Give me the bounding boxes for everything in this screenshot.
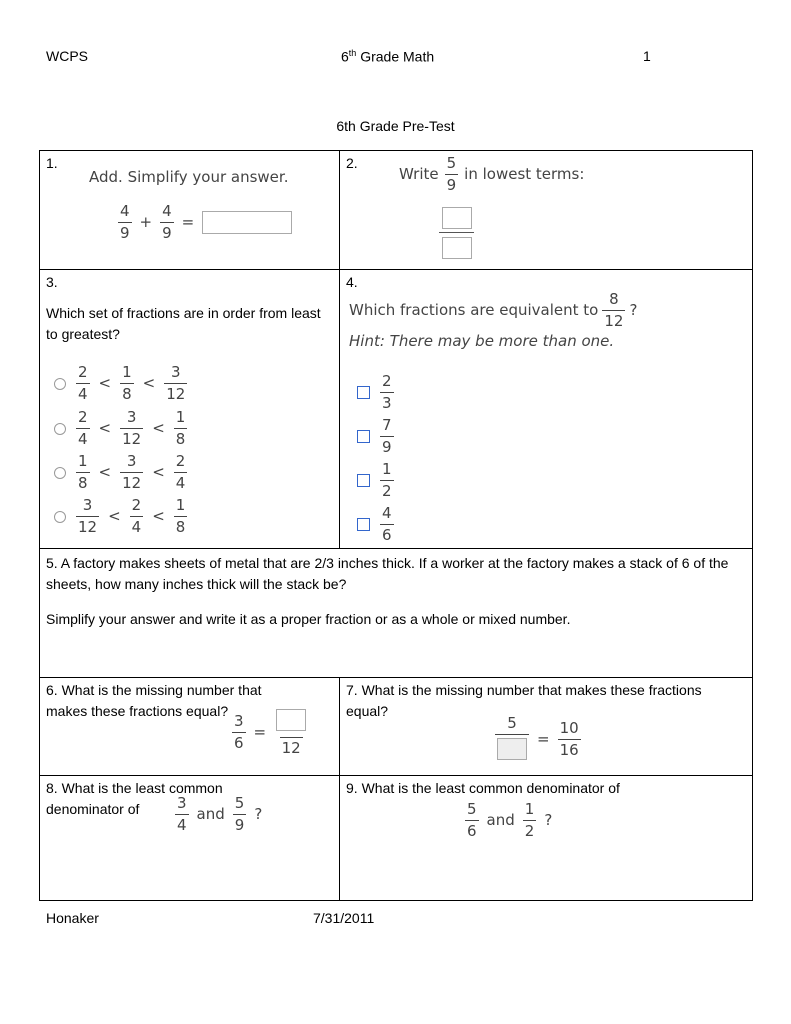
q1-answer-input[interactable] [202,211,292,234]
q2-numerator-input[interactable] [442,207,472,229]
radio-button[interactable] [54,511,66,523]
q9-question: 9. What is the least common denominator of [346,780,620,796]
q8-question: 8. What is the least common denominator of [46,780,223,817]
q3-option-3[interactable]: $\frac{1}{8}$ < $\frac{3}{12}$ < $\frac{2}{4}$ [54,454,187,491]
test-table [39,150,753,901]
q1-instruction: Add. Simplify your answer. [89,168,289,186]
header-center: 6th Grade Math [341,48,435,65]
radio-button[interactable] [54,423,66,435]
q4-option-2[interactable]: $\frac{7}{9}$ [357,418,394,455]
q1-expression: $\frac{4}{9}$ + $\frac{4}{9}$ = [118,204,292,241]
question-8 [40,776,340,901]
footer-date: 7/31/2011 [313,910,375,926]
q4-option-4[interactable]: $\frac{4}{6}$ [357,506,394,543]
radio-button[interactable] [54,378,66,390]
question-2: 2. Write $\frac{5}{9}$ in lowest terms: [340,151,753,270]
q4-option-1[interactable]: $\frac{2}{3}$ [357,374,394,411]
q6-question: 6. What is the missing number that makes these fractions equal? [46,682,262,719]
question-3: 3. Which set of fractions are in order from least to greatest? $\frac{2}{4}$ < $\frac{1}{8}$ < $\frac{3}{12}$ $\frac{2}{4}$ < $\frac{3}{12}$ < $\frac{1}{8}$ $\frac{1}{8}$ < $\frac{3}{12}$ < $\frac{2}{4}$ $\frac{3}{12}$ < $\frac{2}{4}$ < $\frac{1}{8}$ [40,270,340,549]
q4-option-3[interactable]: $\frac{1}{2}$ [357,462,394,499]
header-left: WCPS [46,48,88,64]
question-5 [40,549,753,678]
checkbox[interactable] [357,430,370,443]
question-1: 1. Add. Simplify your answer. $\frac{4}{9}$ + $\frac{4}{9}$ = [40,151,340,270]
q8-expression: $\frac{3}{4}$ and $\frac{5}{9}$ ? [177,794,263,834]
q3-option-1[interactable]: $\frac{2}{4}$ < $\frac{1}{8}$ < $\frac{3}{12}$ [54,365,187,402]
q5-question: 5. A factory makes sheets of metal that are 2/3 inches thick. If a worker at the factory makes a stack of 6 of the sheets, how many inches thick will the stack be? [46,555,729,592]
q4-hint: Hint: There may be more than one. [349,332,615,350]
checkbox[interactable] [357,518,370,531]
q6-expression: $\frac{3}{6}$ = 12 [232,709,308,756]
q3-question: Which set of fractions are in order from least to greatest? [46,305,321,342]
question-6 [40,678,340,776]
q9-expression: $\frac{5}{6}$ and $\frac{1}{2}$ ? [467,800,553,840]
page-title: 6th Grade Pre-Test [336,118,455,134]
q7-question: 7. What is the missing number that makes these fractions equal? [346,682,702,719]
q6-answer-input[interactable] [276,709,306,731]
question-4: 4. Which fractions are equivalent to $\frac{8}{12}$ ? Hint: There may be more than one. $\frac{2}{3}$ $\frac{7}{9}$ $\frac{1}{2}$ $\frac{4}{6}$ [340,270,753,549]
q3-option-4[interactable]: $\frac{3}{12}$ < $\frac{2}{4}$ < $\frac{1}{8}$ [54,498,187,535]
question-7 [340,678,753,776]
q7-expression: 5 = $\frac{10}{16}$ [495,716,581,763]
question-9 [340,776,753,901]
q2-instruction: Write $\frac{5}{9}$ in lowest terms: [399,154,585,194]
q2-denominator-input[interactable] [442,237,472,259]
checkbox[interactable] [357,386,370,399]
page-number: 1 [643,48,651,64]
q2-fraction-bar [439,232,474,233]
checkbox[interactable] [357,474,370,487]
q5-instruction: Simplify your answer and write it as a proper fraction or as a whole or mixed number. [46,611,571,627]
q4-question: Which fractions are equivalent to $\frac{8}{12}$ ? [349,290,638,330]
q7-answer-input[interactable] [497,738,527,760]
q3-option-2[interactable]: $\frac{2}{4}$ < $\frac{3}{12}$ < $\frac{1}{8}$ [54,410,187,447]
radio-button[interactable] [54,467,66,479]
footer-author: Honaker [46,910,99,926]
